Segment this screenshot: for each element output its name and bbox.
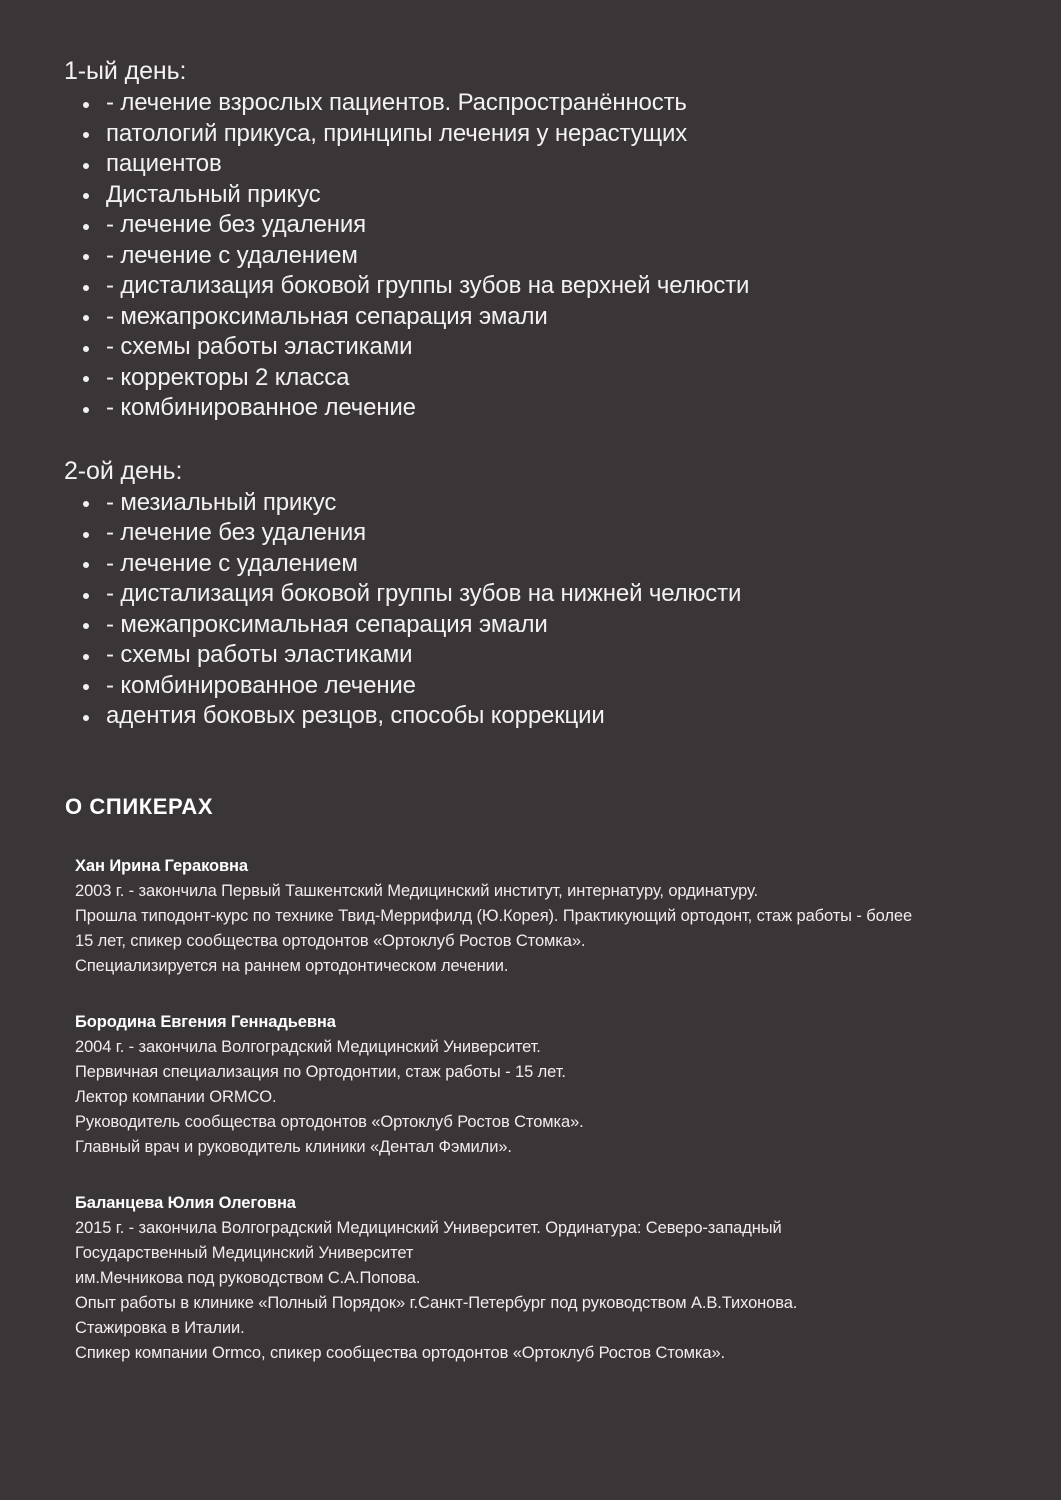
bio-paragraph: Лектор компании ORMCO. xyxy=(75,1087,277,1106)
bio-paragraph: Спикер компании Ormco, спикер сообщества ортодонтов «Ортоклуб Ростов Стомка». xyxy=(75,1343,726,1362)
speaker-bio xyxy=(75,879,913,979)
bio-paragraph: Руководитель сообщества ортодонтов «Ортоклуб Ростов Стомка». xyxy=(75,1112,584,1131)
list-item: Дистальный прикус xyxy=(0,180,876,211)
day-block-2 xyxy=(0,456,1061,732)
section-title-speakers: О СПИКЕРАХ xyxy=(65,793,214,819)
bio-paragraph: Прошла типодонт-курс по технике Твид-Меррифилд (Ю.Корея). Практикующий ортодонт, стаж работы - более 15 лет, спикер сообщества ортодонтов «Ортоклуб Ростов Стомка». xyxy=(75,906,913,950)
bio-paragraph: Стажировка в Италии. xyxy=(75,1318,245,1337)
bio-paragraph: им.Мечникова под руководством С.А.Попова. xyxy=(75,1268,421,1287)
bio-paragraph: 2004 г. - закончила Волгоградский Медицинский Университет. xyxy=(75,1037,541,1056)
speaker-card xyxy=(75,1191,913,1366)
list-item: адентия боковых резцов, способы коррекции xyxy=(0,701,876,732)
bio-paragraph: Специализируется на раннем ортодонтическом лечении. xyxy=(75,956,509,975)
list-item: - дистализация боковой группы зубов на нижней челюсти xyxy=(0,579,876,610)
bio-paragraph: 2015 г. - закончила Волгоградский Медицинский Университет. Ординатура: Северо-западный Государственный Медицинский Университет xyxy=(75,1218,782,1262)
day-block-1 xyxy=(0,56,1061,424)
bio-paragraph: 2003 г. - закончила Первый Ташкентский Медицинский институт, интернатуру, ординатуру. xyxy=(75,881,758,900)
list-item: - схемы работы эластиками xyxy=(0,332,876,363)
list-item: пациентов xyxy=(0,149,876,180)
day-topic-list xyxy=(0,488,1061,732)
section-spacer xyxy=(0,424,1061,456)
list-item: - лечение с удалением xyxy=(0,241,876,272)
list-item: - корректоры 2 класса xyxy=(0,363,876,394)
bio-paragraph: Главный врач и руководитель клиники «Дентал Фэмили». xyxy=(75,1137,512,1156)
list-item: патологий прикуса, принципы лечения у нерастущих xyxy=(0,119,876,150)
list-item: - схемы работы эластиками xyxy=(0,640,876,671)
speaker-name: Бородина Евгения Геннадьевна xyxy=(75,1012,336,1031)
speaker-card xyxy=(75,1010,913,1160)
list-item: - лечение без удаления xyxy=(0,518,876,549)
list-item: - мезиальный прикус xyxy=(0,488,876,519)
list-item: - комбинированное лечение xyxy=(0,671,876,702)
speaker-name: Баланцева Юлия Олеговна xyxy=(75,1193,296,1212)
list-item: - лечение с удалением xyxy=(0,549,876,580)
list-item: - лечение взрослых пациентов. Распространённость xyxy=(0,88,876,119)
speaker-bio xyxy=(75,1035,913,1160)
list-item: - межапроксимальная сепарация эмали xyxy=(0,610,876,641)
list-item: - лечение без удаления xyxy=(0,210,876,241)
speakers-section xyxy=(0,794,1061,1366)
speaker-name: Хан Ирина Гераковна xyxy=(75,856,248,875)
speaker-card xyxy=(75,854,913,979)
day-topic-list xyxy=(0,88,1061,424)
bio-paragraph: Первичная специализация по Ортодонтии, стаж работы - 15 лет. xyxy=(75,1062,566,1081)
list-item: - комбинированное лечение xyxy=(0,393,876,424)
day-heading: 2-ой день: xyxy=(64,456,183,485)
program-section xyxy=(0,0,1061,732)
speaker-bio xyxy=(75,1216,913,1366)
day-heading: 1-ый день: xyxy=(64,57,187,85)
list-item: - дистализация боковой группы зубов на верхней челюсти xyxy=(0,271,876,302)
bio-paragraph: Опыт работы в клинике «Полный Порядок» г.Санкт-Петербург под руководством А.В.Тихонова. xyxy=(75,1293,798,1312)
list-item: - межапроксимальная сепарация эмали xyxy=(0,302,876,333)
